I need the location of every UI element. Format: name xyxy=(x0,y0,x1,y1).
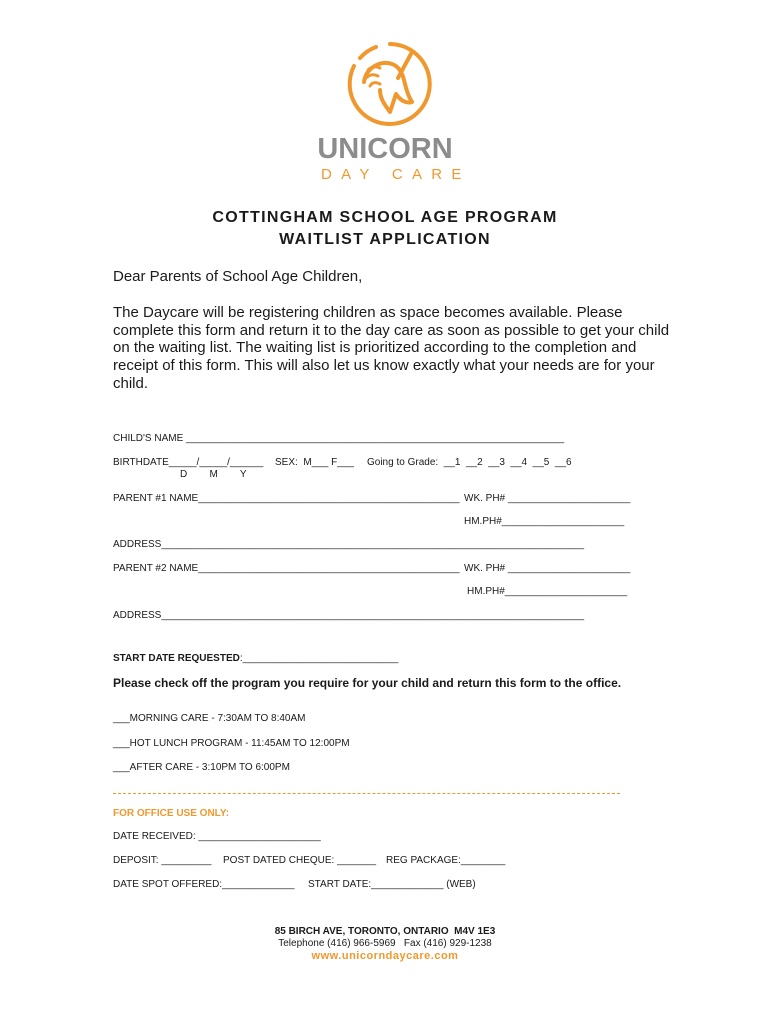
date-spot-offered-field[interactable]: DATE SPOT OFFERED:_____________ xyxy=(113,879,295,890)
address1-field[interactable]: ADDRESS____________________________________________________________________________ xyxy=(113,539,585,550)
start-date-label: START DATE REQUESTED xyxy=(113,653,240,664)
parent2-work-phone-field[interactable]: WK. PH# ______________________ xyxy=(464,563,631,574)
parent1-work-phone-field[interactable]: WK. PH# ______________________ xyxy=(464,493,631,504)
parent1-name-field[interactable]: PARENT #1 NAME_______________________________________________ xyxy=(113,493,460,504)
parent2-home-phone-field[interactable]: HM.PH#______________________ xyxy=(467,586,628,597)
brand-tagline: DAY CARE xyxy=(321,166,471,183)
deposit-field[interactable]: DEPOSIT: _________ xyxy=(113,855,212,866)
greeting: Dear Parents of School Age Children, xyxy=(113,268,363,285)
program-instruction: Please check off the program you require for your child and return this form to the office. xyxy=(113,676,622,690)
unicorn-head-icon xyxy=(346,40,434,128)
parent1-home-phone-field[interactable]: HM.PH#______________________ xyxy=(464,516,625,527)
post-dated-cheque-field[interactable]: POST DATED CHEQUE: _______ xyxy=(223,855,377,866)
footer-website-link[interactable]: www.unicorndaycare.com xyxy=(311,950,459,962)
parent2-name-field[interactable]: PARENT #2 NAME_______________________________________________ xyxy=(113,563,460,574)
reg-package-field[interactable]: REG PACKAGE:________ xyxy=(386,855,506,866)
program-option-morning[interactable]: ___MORNING CARE - 7:30AM TO 8:40AM xyxy=(113,713,306,724)
start-date-field[interactable] xyxy=(113,648,398,666)
birthdate-field[interactable]: BIRTHDATE_____/_____/______ xyxy=(113,457,264,468)
birthdate-format-label: D M Y xyxy=(180,469,247,480)
footer-address: 85 BIRCH AVE, TORONTO, ONTARIO M4V 1E3 xyxy=(274,926,496,937)
office-divider xyxy=(113,793,620,794)
sex-field[interactable]: SEX: M___ F___ xyxy=(275,457,354,468)
program-option-after-care[interactable]: ___AFTER CARE - 3:10PM TO 6:00PM xyxy=(113,762,290,773)
address2-field[interactable]: ADDRESS____________________________________________________________________________ xyxy=(113,610,585,621)
start-date-blank[interactable]: :____________________________ xyxy=(239,653,399,664)
childs-name-field[interactable]: CHILD'S NAME ____________________________________________________________________ xyxy=(113,433,565,444)
grade-field[interactable]: Going to Grade: __1 __2 __3 __4 __5 __6 xyxy=(367,457,572,468)
intro-paragraph: The Daycare will be registering children as space becomes available. Please complete this form and return it to the day care as soon as possible to get your child on the waiting list. The waiting list is prioritized according to the completion and receipt of this form. This will also let us know exactly what your needs are for your child. xyxy=(113,304,670,392)
date-received-field[interactable]: DATE RECEIVED: ______________________ xyxy=(113,831,321,842)
document-title-line1: COTTINGHAM SCHOOL AGE PROGRAM xyxy=(212,209,558,226)
footer-phone: Telephone (416) 966-5969 Fax (416) 929-1238 xyxy=(278,938,492,949)
document-title-line2: WAITLIST APPLICATION xyxy=(279,231,491,248)
brand-name: UNICORN xyxy=(317,133,453,165)
office-heading: FOR OFFICE USE ONLY: xyxy=(113,808,230,819)
office-start-date-field[interactable]: START DATE:_____________ (WEB) xyxy=(308,879,476,890)
program-option-lunch[interactable]: ___HOT LUNCH PROGRAM - 11:45AM TO 12:00PM xyxy=(113,738,350,749)
